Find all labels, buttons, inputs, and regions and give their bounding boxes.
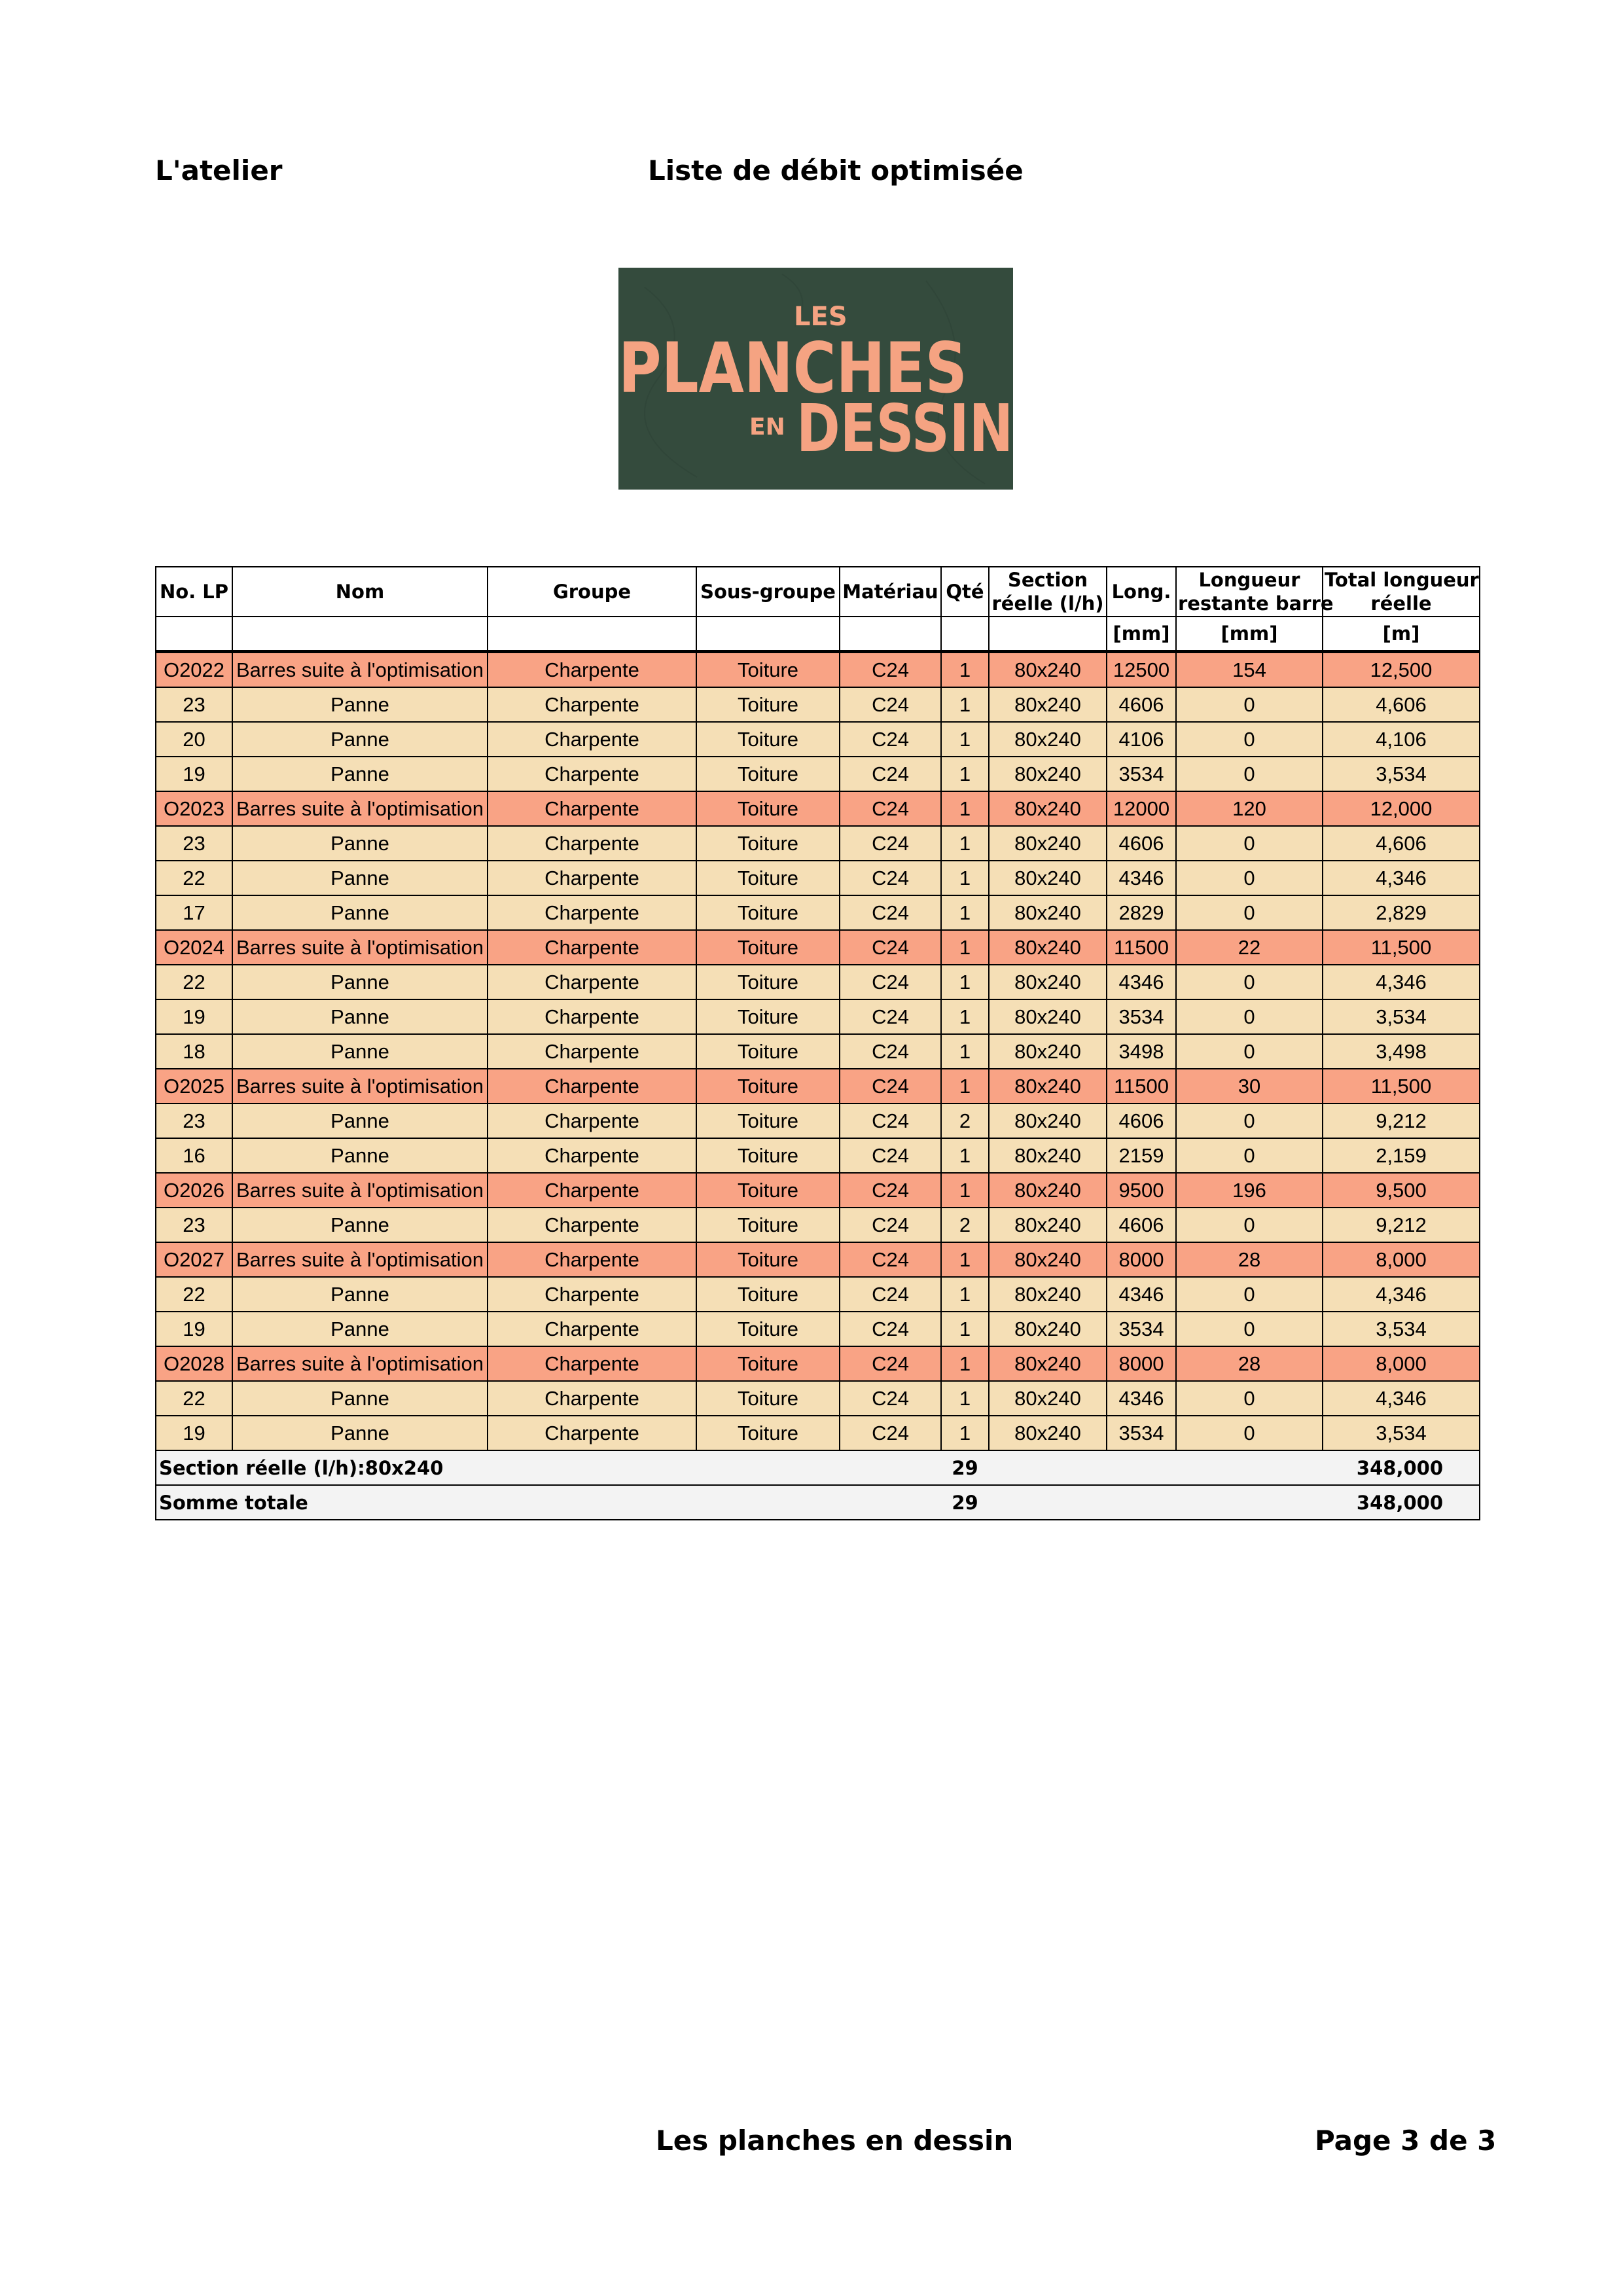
cell-sec: 80x240 — [989, 1138, 1107, 1173]
cell-total: 4,346 — [1323, 965, 1480, 999]
cell-no: 19 — [156, 1312, 232, 1346]
cell-total: 4,346 — [1323, 1277, 1480, 1312]
cell-rest: 0 — [1176, 826, 1323, 861]
total-length: 348,000 — [989, 1450, 1480, 1485]
footer-company: Les planches en dessin — [656, 2125, 1014, 2157]
cell-nom: Panne — [232, 999, 488, 1034]
cell-sg: Toiture — [696, 1034, 840, 1069]
cell-groupe: Charpente — [488, 1069, 696, 1103]
cell-total: 8,000 — [1323, 1346, 1480, 1381]
cell-rest: 120 — [1176, 791, 1323, 826]
cell-rest: 0 — [1176, 757, 1323, 791]
cell-sec: 80x240 — [989, 1173, 1107, 1208]
cell-qte: 1 — [941, 757, 989, 791]
cell-total: 11,500 — [1323, 930, 1480, 965]
cell-long: 4606 — [1107, 1103, 1176, 1138]
cell-groupe: Charpente — [488, 826, 696, 861]
cell-sg: Toiture — [696, 1277, 840, 1312]
cell-sec: 80x240 — [989, 1103, 1107, 1138]
header-workshop: L'atelier — [155, 154, 283, 187]
total-qte: 29 — [941, 1450, 989, 1485]
cell-nom: Panne — [232, 1277, 488, 1312]
cell-qte: 1 — [941, 861, 989, 895]
cell-mat: C24 — [840, 1277, 941, 1312]
logo-text-planches: PLANCHES — [618, 328, 967, 408]
cell-qte: 1 — [941, 895, 989, 930]
cell-qte: 1 — [941, 1381, 989, 1416]
cell-sg: Toiture — [696, 722, 840, 757]
cell-rest: 0 — [1176, 1138, 1323, 1173]
cell-groupe: Charpente — [488, 1416, 696, 1450]
cell-groupe: Charpente — [488, 652, 696, 688]
cell-long: 8000 — [1107, 1346, 1176, 1381]
cell-long: 4346 — [1107, 1277, 1176, 1312]
cell-total: 3,498 — [1323, 1034, 1480, 1069]
total-label: Somme totale — [156, 1485, 941, 1520]
cell-rest: 0 — [1176, 722, 1323, 757]
cell-total: 2,159 — [1323, 1138, 1480, 1173]
cell-groupe: Charpente — [488, 1173, 696, 1208]
cell-sg: Toiture — [696, 791, 840, 826]
cell-mat: C24 — [840, 687, 941, 722]
cell-groupe: Charpente — [488, 895, 696, 930]
cell-mat: C24 — [840, 930, 941, 965]
cell-mat: C24 — [840, 1346, 941, 1381]
cell-mat: C24 — [840, 1208, 941, 1242]
table-row — [156, 1103, 1480, 1138]
document-title: Liste de débit optimisée — [648, 154, 1024, 187]
cell-long: 4106 — [1107, 722, 1176, 757]
table-row — [156, 687, 1480, 722]
total-row — [156, 1450, 1480, 1485]
cell-qte: 1 — [941, 722, 989, 757]
cell-qte: 1 — [941, 1242, 989, 1277]
cell-sec: 80x240 — [989, 1208, 1107, 1242]
cell-sec: 80x240 — [989, 1381, 1107, 1416]
cell-nom: Panne — [232, 965, 488, 999]
cell-mat: C24 — [840, 722, 941, 757]
cell-groupe: Charpente — [488, 757, 696, 791]
cell-rest: 0 — [1176, 1416, 1323, 1450]
table-body — [156, 652, 1480, 1451]
cell-no: O2022 — [156, 652, 232, 688]
cell-rest: 0 — [1176, 999, 1323, 1034]
cell-qte: 1 — [941, 791, 989, 826]
cell-qte: 1 — [941, 1346, 989, 1381]
cell-long: 2829 — [1107, 895, 1176, 930]
cell-sg: Toiture — [696, 1346, 840, 1381]
cell-sg: Toiture — [696, 895, 840, 930]
cell-sec: 80x240 — [989, 1416, 1107, 1450]
cell-total: 4,606 — [1323, 826, 1480, 861]
cell-mat: C24 — [840, 1416, 941, 1450]
total-qte: 29 — [941, 1485, 989, 1520]
cell-sg: Toiture — [696, 999, 840, 1034]
cell-mat: C24 — [840, 757, 941, 791]
cell-no: O2028 — [156, 1346, 232, 1381]
cell-qte: 1 — [941, 1312, 989, 1346]
cell-groupe: Charpente — [488, 722, 696, 757]
cell-long: 3498 — [1107, 1034, 1176, 1069]
cell-long: 3534 — [1107, 1312, 1176, 1346]
cell-no: 22 — [156, 861, 232, 895]
cell-qte: 1 — [941, 965, 989, 999]
cell-sec: 80x240 — [989, 687, 1107, 722]
cell-sg: Toiture — [696, 1381, 840, 1416]
cell-sg: Toiture — [696, 687, 840, 722]
optimisation-bar-row — [156, 1242, 1480, 1277]
cell-rest: 30 — [1176, 1069, 1323, 1103]
cell-groupe: Charpente — [488, 791, 696, 826]
cell-rest: 0 — [1176, 965, 1323, 999]
cell-total: 12,000 — [1323, 791, 1480, 826]
cell-sec: 80x240 — [989, 999, 1107, 1034]
col-header-materiau: Matériau — [840, 567, 941, 617]
table-row — [156, 895, 1480, 930]
cell-sg: Toiture — [696, 1416, 840, 1450]
cutting-list-table — [155, 566, 1480, 1520]
cell-long: 3534 — [1107, 757, 1176, 791]
cell-mat: C24 — [840, 965, 941, 999]
cell-long: 11500 — [1107, 930, 1176, 965]
table-row — [156, 1381, 1480, 1416]
cell-sec: 80x240 — [989, 791, 1107, 826]
cell-sec: 80x240 — [989, 1346, 1107, 1381]
col-header-total: Total longueur réelle — [1323, 567, 1480, 617]
cell-qte: 1 — [941, 826, 989, 861]
cell-long: 4606 — [1107, 1208, 1176, 1242]
table-row — [156, 1034, 1480, 1069]
cell-sec: 80x240 — [989, 652, 1107, 688]
optimisation-bar-row — [156, 930, 1480, 965]
cell-no: 23 — [156, 1103, 232, 1138]
cell-nom: Barres suite à l'optimisation — [232, 791, 488, 826]
cell-nom: Panne — [232, 1312, 488, 1346]
cell-nom: Panne — [232, 757, 488, 791]
cell-total: 9,212 — [1323, 1103, 1480, 1138]
total-label: Section réelle (l/h):80x240 — [156, 1450, 941, 1485]
cell-sg: Toiture — [696, 652, 840, 688]
table-row — [156, 1312, 1480, 1346]
cell-total: 8,000 — [1323, 1242, 1480, 1277]
cell-rest: 196 — [1176, 1173, 1323, 1208]
cell-no: 22 — [156, 1381, 232, 1416]
cell-nom: Barres suite à l'optimisation — [232, 1069, 488, 1103]
cell-no: 22 — [156, 1277, 232, 1312]
cell-mat: C24 — [840, 1034, 941, 1069]
cell-total: 3,534 — [1323, 757, 1480, 791]
cell-sec: 80x240 — [989, 1277, 1107, 1312]
cell-rest: 28 — [1176, 1346, 1323, 1381]
cell-long: 4346 — [1107, 861, 1176, 895]
cell-sec: 80x240 — [989, 1034, 1107, 1069]
unit-restante: [mm] — [1176, 617, 1323, 652]
cell-total: 3,534 — [1323, 999, 1480, 1034]
cell-groupe: Charpente — [488, 1381, 696, 1416]
cell-qte: 1 — [941, 652, 989, 688]
cell-nom: Barres suite à l'optimisation — [232, 930, 488, 965]
cell-sg: Toiture — [696, 1069, 840, 1103]
cell-mat: C24 — [840, 1138, 941, 1173]
logo-text-les: LES — [794, 302, 847, 332]
cell-no: O2024 — [156, 930, 232, 965]
cell-no: O2026 — [156, 1173, 232, 1208]
cell-no: 23 — [156, 687, 232, 722]
cell-sg: Toiture — [696, 1208, 840, 1242]
cell-mat: C24 — [840, 652, 941, 688]
cell-rest: 0 — [1176, 895, 1323, 930]
cell-rest: 0 — [1176, 687, 1323, 722]
col-header-restante: Longueur restante barre — [1176, 567, 1323, 617]
logo — [618, 268, 1013, 490]
cell-qte: 1 — [941, 930, 989, 965]
cell-sg: Toiture — [696, 1242, 840, 1277]
cell-mat: C24 — [840, 1173, 941, 1208]
cell-nom: Panne — [232, 1381, 488, 1416]
cell-mat: C24 — [840, 1103, 941, 1138]
cell-nom: Barres suite à l'optimisation — [232, 1346, 488, 1381]
cell-qte: 1 — [941, 1138, 989, 1173]
cell-rest: 22 — [1176, 930, 1323, 965]
cell-rest: 0 — [1176, 1312, 1323, 1346]
cell-sec: 80x240 — [989, 1312, 1107, 1346]
cell-sg: Toiture — [696, 1138, 840, 1173]
cell-long: 8000 — [1107, 1242, 1176, 1277]
cell-long: 4346 — [1107, 965, 1176, 999]
cell-groupe: Charpente — [488, 999, 696, 1034]
cell-groupe: Charpente — [488, 930, 696, 965]
optimisation-bar-row — [156, 1173, 1480, 1208]
cell-total: 12,500 — [1323, 652, 1480, 688]
cell-sg: Toiture — [696, 965, 840, 999]
cell-groupe: Charpente — [488, 1242, 696, 1277]
cell-groupe: Charpente — [488, 1103, 696, 1138]
cell-mat: C24 — [840, 999, 941, 1034]
cell-no: 23 — [156, 1208, 232, 1242]
cell-sg: Toiture — [696, 861, 840, 895]
optimisation-bar-row — [156, 1069, 1480, 1103]
cell-no: 17 — [156, 895, 232, 930]
cell-sec: 80x240 — [989, 826, 1107, 861]
cell-total: 3,534 — [1323, 1312, 1480, 1346]
cell-no: 18 — [156, 1034, 232, 1069]
cell-groupe: Charpente — [488, 1138, 696, 1173]
cell-groupe: Charpente — [488, 1034, 696, 1069]
cell-sec: 80x240 — [989, 895, 1107, 930]
cell-qte: 1 — [941, 1034, 989, 1069]
cell-no: O2025 — [156, 1069, 232, 1103]
cell-total: 11,500 — [1323, 1069, 1480, 1103]
unit-long: [mm] — [1107, 617, 1176, 652]
cell-groupe: Charpente — [488, 1208, 696, 1242]
logo-text-dessin: DESSIN — [796, 390, 1013, 467]
cell-sec: 80x240 — [989, 722, 1107, 757]
col-header-long: Long. — [1107, 567, 1176, 617]
logo-graphic — [618, 268, 1013, 490]
cell-long: 3534 — [1107, 999, 1176, 1034]
cell-nom: Panne — [232, 722, 488, 757]
cell-nom: Panne — [232, 826, 488, 861]
cell-mat: C24 — [840, 826, 941, 861]
cell-qte: 2 — [941, 1208, 989, 1242]
cell-sg: Toiture — [696, 930, 840, 965]
cell-sec: 80x240 — [989, 861, 1107, 895]
cell-qte: 1 — [941, 999, 989, 1034]
cell-long: 11500 — [1107, 1069, 1176, 1103]
cell-groupe: Charpente — [488, 1346, 696, 1381]
cell-qte: 2 — [941, 1103, 989, 1138]
table-row — [156, 999, 1480, 1034]
cell-no: 19 — [156, 757, 232, 791]
optimisation-bar-row — [156, 1346, 1480, 1381]
table-row — [156, 757, 1480, 791]
table-row — [156, 1277, 1480, 1312]
cell-total: 2,829 — [1323, 895, 1480, 930]
col-header-groupe: Groupe — [488, 567, 696, 617]
cell-qte: 1 — [941, 1069, 989, 1103]
cell-long: 9500 — [1107, 1173, 1176, 1208]
cell-long: 3534 — [1107, 1416, 1176, 1450]
cell-nom: Panne — [232, 1103, 488, 1138]
cell-no: 19 — [156, 1416, 232, 1450]
cell-qte: 1 — [941, 687, 989, 722]
cell-total: 4,346 — [1323, 861, 1480, 895]
cell-sec: 80x240 — [989, 965, 1107, 999]
cell-sg: Toiture — [696, 826, 840, 861]
logo-text-en: EN — [749, 414, 785, 440]
cell-mat: C24 — [840, 1069, 941, 1103]
cell-total: 9,212 — [1323, 1208, 1480, 1242]
cell-rest: 28 — [1176, 1242, 1323, 1277]
cell-total: 9,500 — [1323, 1173, 1480, 1208]
cell-no: 16 — [156, 1138, 232, 1173]
cell-no: O2027 — [156, 1242, 232, 1277]
cell-groupe: Charpente — [488, 965, 696, 999]
cell-no: 23 — [156, 826, 232, 861]
cell-long: 12000 — [1107, 791, 1176, 826]
cell-qte: 1 — [941, 1416, 989, 1450]
cell-mat: C24 — [840, 1381, 941, 1416]
total-length: 348,000 — [989, 1485, 1480, 1520]
cell-rest: 0 — [1176, 1103, 1323, 1138]
cell-long: 4346 — [1107, 1381, 1176, 1416]
cell-rest: 154 — [1176, 652, 1323, 688]
total-row — [156, 1485, 1480, 1520]
cell-total: 4,346 — [1323, 1381, 1480, 1416]
cell-nom: Panne — [232, 861, 488, 895]
cell-sec: 80x240 — [989, 757, 1107, 791]
col-header-sous-groupe: Sous-groupe — [696, 567, 840, 617]
cell-sg: Toiture — [696, 1173, 840, 1208]
cell-sg: Toiture — [696, 1103, 840, 1138]
cell-sg: Toiture — [696, 1312, 840, 1346]
cell-sg: Toiture — [696, 757, 840, 791]
cell-mat: C24 — [840, 1312, 941, 1346]
col-header-no: No. LP — [156, 567, 232, 617]
col-header-nom: Nom — [232, 567, 488, 617]
optimisation-bar-row — [156, 791, 1480, 826]
cell-groupe: Charpente — [488, 1277, 696, 1312]
cell-groupe: Charpente — [488, 687, 696, 722]
page-number: Page 3 de 3 — [1315, 2125, 1497, 2157]
table-row — [156, 1416, 1480, 1450]
table-row — [156, 965, 1480, 999]
cell-total: 4,606 — [1323, 687, 1480, 722]
cell-mat: C24 — [840, 861, 941, 895]
table-row — [156, 861, 1480, 895]
cell-rest: 0 — [1176, 1034, 1323, 1069]
cell-sec: 80x240 — [989, 1069, 1107, 1103]
cell-no: 19 — [156, 999, 232, 1034]
cell-sec: 80x240 — [989, 1242, 1107, 1277]
cell-mat: C24 — [840, 895, 941, 930]
cell-no: 22 — [156, 965, 232, 999]
cell-long: 4606 — [1107, 826, 1176, 861]
cell-sec: 80x240 — [989, 930, 1107, 965]
cell-long: 2159 — [1107, 1138, 1176, 1173]
cell-groupe: Charpente — [488, 861, 696, 895]
table-row — [156, 1138, 1480, 1173]
cell-nom: Panne — [232, 1208, 488, 1242]
optimisation-bar-row — [156, 652, 1480, 688]
cell-no: O2023 — [156, 791, 232, 826]
col-header-section: Section réelle (l/h) — [989, 567, 1107, 617]
cell-nom: Panne — [232, 1034, 488, 1069]
cell-long: 4606 — [1107, 687, 1176, 722]
cell-nom: Barres suite à l'optimisation — [232, 1242, 488, 1277]
cell-long: 12500 — [1107, 652, 1176, 688]
cell-qte: 1 — [941, 1277, 989, 1312]
cell-no: 20 — [156, 722, 232, 757]
cell-rest: 0 — [1176, 1381, 1323, 1416]
cell-rest: 0 — [1176, 1277, 1323, 1312]
cell-nom: Panne — [232, 1138, 488, 1173]
cell-rest: 0 — [1176, 1208, 1323, 1242]
cell-mat: C24 — [840, 791, 941, 826]
cell-nom: Panne — [232, 1416, 488, 1450]
table-totals — [156, 1450, 1480, 1520]
cell-qte: 1 — [941, 1173, 989, 1208]
cell-nom: Barres suite à l'optimisation — [232, 1173, 488, 1208]
cell-nom: Panne — [232, 687, 488, 722]
cell-mat: C24 — [840, 1242, 941, 1277]
table-row — [156, 722, 1480, 757]
cell-rest: 0 — [1176, 861, 1323, 895]
table-row — [156, 1208, 1480, 1242]
cell-nom: Barres suite à l'optimisation — [232, 652, 488, 688]
cell-total: 4,106 — [1323, 722, 1480, 757]
col-header-qte: Qté — [941, 567, 989, 617]
table-row — [156, 826, 1480, 861]
cell-total: 3,534 — [1323, 1416, 1480, 1450]
cell-groupe: Charpente — [488, 1312, 696, 1346]
unit-total: [m] — [1323, 617, 1480, 652]
cell-nom: Panne — [232, 895, 488, 930]
